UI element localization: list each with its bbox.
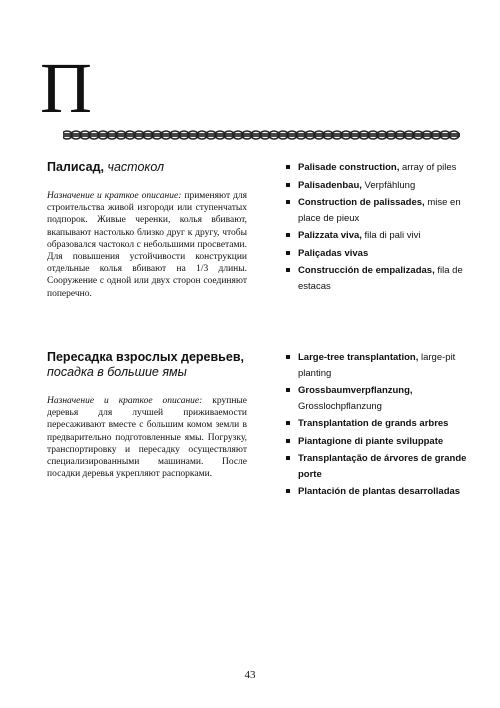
list-item: Large-tree transplantation, large-pit planting — [286, 350, 476, 381]
entry-title-italic: частокол — [107, 160, 165, 174]
entry-title-main: Пересадка взрослых деревьев, — [47, 350, 244, 364]
list-item: Plantación de plantas desarrolladas — [286, 484, 476, 500]
description-text: крупные деревья для лучшей приживаемости пересаживают вместе с большим комом земли в предварительно подготовленные ямы. Погрузку, транспортировку и пересадку осуществляют специализированными машинами. После посадки деревья укрепляют распорками. — [47, 396, 248, 480]
list-item: Transplantation de grands arbres — [286, 416, 476, 432]
entry-title — [47, 350, 247, 380]
description-text: применяют для строительства живой изгороди или ступенчатых подпорок. Живые черенки, колья вбивают, вкапывают настолько близко друг к другу, чтобы образовался частокол с небольшими просветами. Для повышения устойчивости конструкции отдельные колья вбивают на 1/3 длины. Сооружение с одной или двух сторон соединяют поперечно. — [47, 191, 248, 299]
entry-palisade — [47, 160, 247, 300]
entry-title — [47, 160, 247, 175]
section-letter: П — [40, 48, 92, 128]
entry-title-main: Палисад, — [47, 160, 105, 174]
page-number: 43 — [244, 669, 256, 681]
decorative-divider — [63, 128, 460, 142]
list-item: Palisadenbau, Verpfählung — [286, 178, 476, 194]
list-item: Construction de palissades, mise en place de pieux — [286, 195, 476, 226]
entry-description — [47, 190, 247, 300]
list-item: Transplantação de árvores de grande porte — [286, 451, 476, 482]
list-item: Grossbaumverpflanzung, Grosslochpflanzung — [286, 383, 476, 414]
list-item: Palisade construction, array of piles — [286, 160, 476, 176]
list-item: Construcción de empalizadas, fila de estacas — [286, 263, 476, 294]
translations-list-transplantation — [286, 350, 476, 502]
entry-title-italic: посадка в большие ямы — [47, 365, 187, 379]
list-item: Palizzata viva, fila di pali vivi — [286, 228, 476, 244]
translations-list-palisade — [286, 160, 476, 296]
description-lead: Назначение и краткое описание: — [47, 191, 182, 201]
list-item: Paliçadas vivas — [286, 246, 476, 262]
description-lead: Назначение и краткое описание: — [47, 396, 203, 406]
entry-large-tree-transplantation — [47, 350, 247, 480]
list-item: Piantagione di piante sviluppate — [286, 434, 476, 450]
entry-description — [47, 395, 247, 480]
